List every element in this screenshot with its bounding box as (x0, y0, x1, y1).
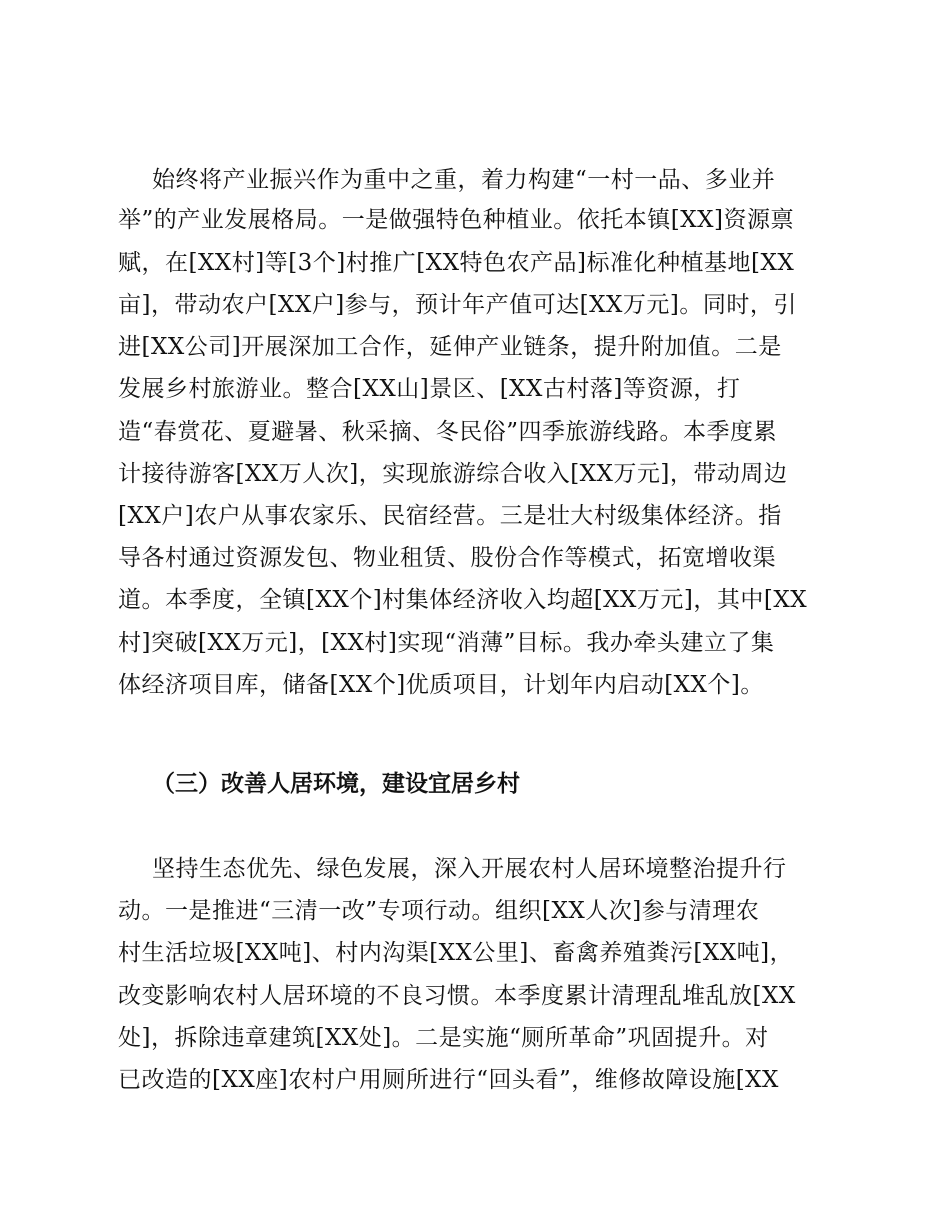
paragraph-1-line-12: 村]突破[XX万元]，[XX村]实现“消薄”目标。我办牵头建立了集 (118, 630, 775, 656)
paragraph-1-line-1: 始终将产业振兴作为重中之重，着力构建“一村一品、多业并 (152, 167, 776, 193)
paragraph-2-line-1: 坚持生态优先、绿色发展，深入开展农村人居环境整治提升行 (152, 856, 787, 882)
paragraph-1-line-10: 导各村通过资源发包、物业租赁、股份合作等模式，拓宽增收渠 (118, 545, 776, 571)
paragraph-1-line-7: 造“春赏花、夏避暑、秋采摘、冬民俗”四季旅游线路。本季度累 (118, 419, 778, 445)
paragraph-1-line-8: 计接待游客[XX万人次]，实现旅游综合收入[XX万元]，带动周边 (118, 461, 788, 487)
paragraph-1-line-11: 道。本季度，全镇[XX个]村集体经济收入均超[XX万元]，其中[XX (118, 587, 808, 613)
paragraph-2-line-4: 改变影响农村人居环境的不良习惯。本季度累计清理乱堆乱放[XX (118, 983, 796, 1009)
paragraph-2-line-5: 处]，拆除违章建筑[XX处]。二是实施“厕所革命”巩固提升。对 (118, 1025, 769, 1051)
paragraph-2-line-3: 村生活垃圾[XX吨]、村内沟渠[XX公里]、畜禽养殖粪污[XX吨]， (118, 940, 794, 966)
paragraph-1-line-3: 赋，在[XX村]等[3个]村推广[XX特色农产品]标准化种植基地[XX (118, 250, 795, 276)
paragraph-2-line-6: 已改造的[XX座]农村户用厕所进行“回头看”，维修故障设施[XX (118, 1067, 779, 1093)
paragraph-2-line-2: 动。一是推进“三清一改”专项行动。组织[XX人次]参与清理农 (118, 898, 760, 924)
paragraph-1-line-9: [XX户]农户从事农家乐、民宿经营。三是壮大村级集体经济。指 (118, 503, 782, 529)
section-heading: （三）改善人居环境，建设宜居乡村 (152, 770, 520, 797)
paragraph-1-line-5: 进[XX公司]开展深加工合作，延伸产业链条，提升附加值。二是 (118, 334, 782, 360)
paragraph-1-line-4: 亩]，带动农户[XX户]参与，预计年产值可达[XX万元]。同时，引 (118, 292, 797, 318)
paragraph-1-line-13: 体经济项目库，储备[XX个]优质项目，计划年内启动[XX个]。 (118, 672, 764, 698)
paragraph-1-line-6: 发展乡村旅游业。整合[XX山]景区、[XX古村落]等资源，打 (118, 376, 741, 402)
paragraph-1-line-2: 举”的产业发展格局。一是做强特色种植业。依托本镇[XX]资源禀 (118, 207, 794, 233)
